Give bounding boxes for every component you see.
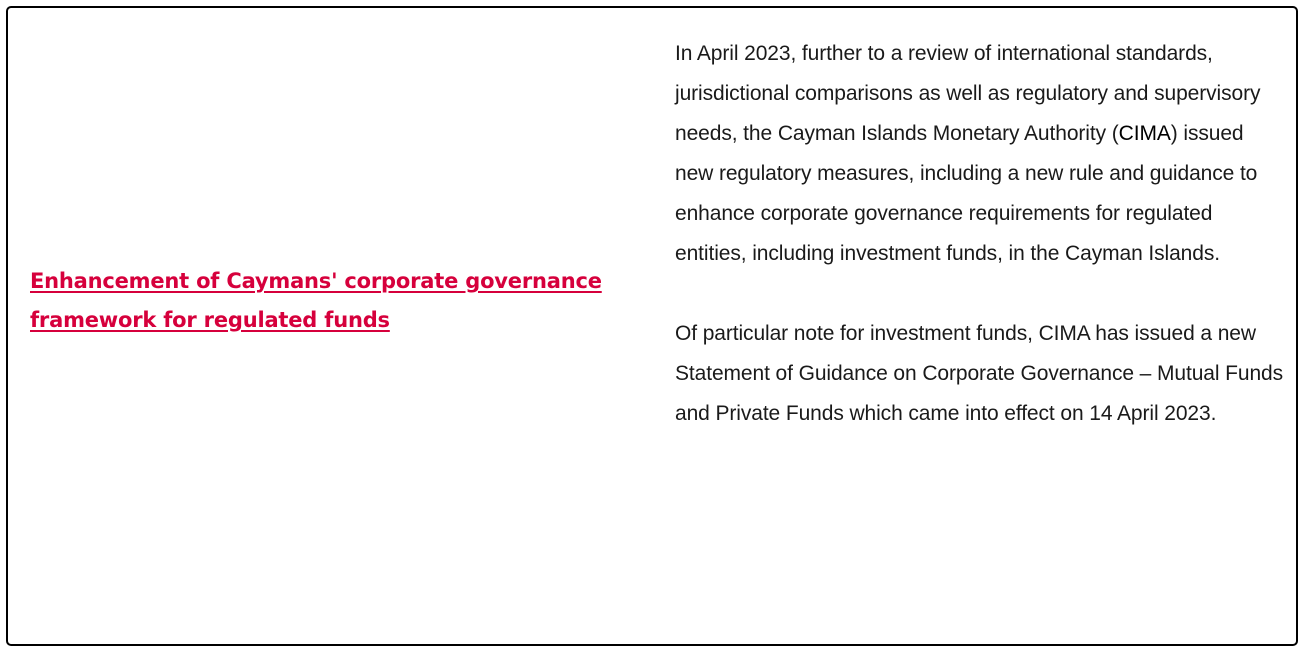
article-title-link[interactable]: Enhancement of Caymans' corporate governance framework for regulated funds bbox=[30, 269, 602, 332]
description-cell bbox=[675, 34, 1285, 474]
title-cell bbox=[30, 8, 640, 594]
paragraph-1-text-after: ) issued new regulatory measures, including a new rule and guidance to enhance corporate governance requirements for regulated entities, including investment funds, in the Cayman Islands. bbox=[675, 122, 1258, 265]
paragraph-1-text-before: In April 2023, further to a review of international standards, jurisdictional comparisons as well as regulatory and supervisory needs, the Cayman Islands Monetary Authority ( bbox=[675, 42, 1261, 145]
cima-abbreviation: CIMA bbox=[1118, 122, 1171, 145]
description-paragraph-2: Of particular note for investment funds, CIMA has issued a new Statement of Guidance on Corporate Governance – Mutual Funds and Private Funds which came into effect on 14 April 2023. bbox=[675, 322, 1284, 425]
table-row-card bbox=[6, 6, 1298, 646]
description-paragraph-1 bbox=[675, 34, 1285, 274]
